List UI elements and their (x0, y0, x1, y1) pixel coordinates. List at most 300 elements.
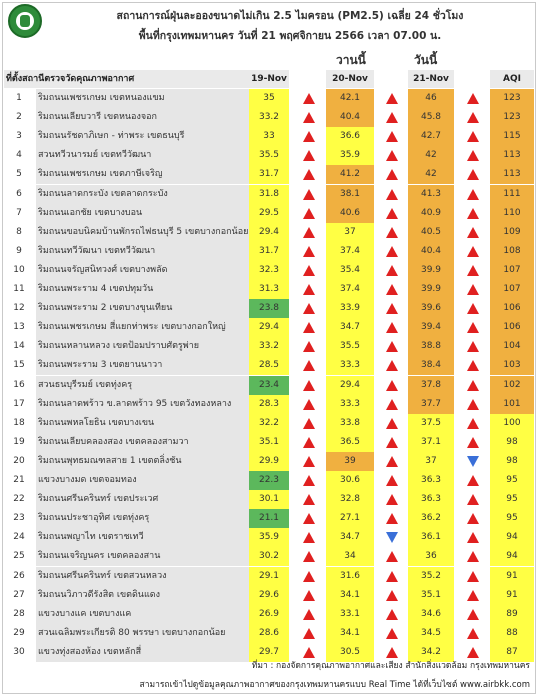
pm25-day1-value: 29.4 (249, 318, 289, 337)
yesterday-label: วานนี้ (336, 53, 366, 67)
station-name: ริมถนนพหลโยธิน เขตบางเขน (38, 417, 155, 428)
aqi-value: 88 (490, 624, 534, 643)
trend-up-icon (386, 590, 398, 601)
trend-down-icon (386, 532, 398, 543)
station-name: แขวงบางแค เขตบางแค (38, 608, 132, 619)
trend-day1 (291, 204, 326, 223)
station-name: ริมถนนศรีนครินทร์ เขตประเวศ (38, 494, 159, 505)
table-row (4, 356, 534, 375)
pm25-day2-value: 40.4 (326, 108, 374, 127)
aqi-value: 110 (490, 204, 534, 223)
aqi-value: 98 (490, 452, 534, 471)
station-name: ริมถนนจรัญสนิทวงศ์ เขตบางพลัด (38, 264, 168, 275)
trend-day2 (376, 89, 408, 108)
pm25-day1-value: 35.5 (249, 146, 289, 165)
trend-up-icon (303, 189, 315, 200)
trend-up-icon (386, 360, 398, 371)
trend-day3 (456, 242, 490, 261)
trend-day1 (291, 337, 326, 356)
row-number: 22 (13, 494, 25, 505)
trend-up-icon (467, 628, 479, 639)
trend-up-icon (303, 551, 315, 562)
table-row (4, 261, 534, 280)
pm25-day2-value: 36.6 (326, 127, 374, 146)
trend-up-icon (467, 475, 479, 486)
trend-up-icon (386, 647, 398, 658)
trend-up-icon (386, 131, 398, 142)
pm25-day1-value: 23.8 (249, 299, 289, 318)
trend-day3 (456, 146, 490, 165)
table-row (4, 490, 534, 509)
trend-up-icon (303, 494, 315, 505)
aqi-value: 115 (490, 127, 534, 146)
trend-day2 (376, 452, 408, 471)
source-note: ที่มา : กองจัดการคุณภาพอากาศและเสียง สำนักสิ่งแวดล้อม กรุงเทพมหานคร (251, 661, 530, 671)
pm25-day3-value: 37.1 (408, 433, 454, 452)
station-name: ริมถนนพระราม 2 เขตบางขุนเทียน (38, 303, 173, 314)
trend-up-icon (303, 169, 315, 180)
table-row (4, 395, 534, 414)
pm25-day3-value: 36.2 (408, 509, 454, 528)
pm25-day1-value: 31.7 (249, 242, 289, 261)
table-row (4, 337, 534, 356)
row-number: 30 (13, 646, 25, 657)
pm25-day1-value: 30.2 (249, 547, 289, 566)
trend-day3 (456, 165, 490, 184)
pm25-day2-value: 34 (326, 547, 374, 566)
pm25-day3-value: 39.4 (408, 318, 454, 337)
trend-day2 (376, 127, 408, 146)
trend-day3 (456, 280, 490, 299)
table-row (4, 165, 534, 184)
aqi-value: 113 (490, 165, 534, 184)
trend-up-icon (386, 189, 398, 200)
trend-up-icon (386, 609, 398, 620)
station-name: ริมถนนพระราม 4 เขตปทุมวัน (38, 284, 154, 294)
trend-day1 (291, 490, 326, 509)
row-number: 5 (16, 169, 22, 180)
trend-day1 (291, 127, 326, 146)
row-number: 13 (13, 322, 25, 333)
trend-day2 (376, 185, 408, 204)
trend-day3 (456, 586, 490, 605)
pm25-day1-value: 35.1 (249, 433, 289, 452)
trend-up-icon (386, 341, 398, 352)
trend-up-icon (386, 322, 398, 333)
trend-up-icon (467, 265, 479, 276)
station-name: ริมถนนเอกชัย เขตบางบอน (38, 207, 143, 218)
trend-up-icon (303, 284, 315, 295)
row-number: 9 (16, 245, 22, 256)
trend-day1 (291, 165, 326, 184)
row-number: 21 (13, 475, 25, 485)
pm25-day3-value: 40.5 (408, 223, 454, 242)
pm25-day1-value: 32.2 (249, 414, 289, 433)
pm25-day3-value: 46 (408, 89, 454, 108)
trend-day1 (291, 108, 326, 127)
pm25-day1-value: 31.3 (249, 280, 289, 299)
pm25-day1-value: 28.6 (249, 624, 289, 643)
trend-day3 (456, 376, 490, 395)
trend-day3 (456, 509, 490, 528)
trend-up-icon (386, 112, 398, 123)
row-number: 6 (16, 188, 22, 199)
trend-day3 (456, 605, 490, 624)
row-number: 18 (13, 417, 25, 428)
trend-day1 (291, 280, 326, 299)
trend-up-icon (467, 208, 479, 219)
row-number: 11 (13, 284, 25, 294)
pm25-day3-value: 34.6 (408, 605, 454, 624)
trend-up-icon (303, 380, 315, 391)
trend-day2 (376, 337, 408, 356)
trend-day3 (456, 490, 490, 509)
row-number: 23 (13, 513, 25, 524)
station-name: ริมถนนหลานหลวง เขตป้อมปราบศัตรูพ่าย (38, 341, 200, 352)
trend-up-icon (386, 513, 398, 524)
station-name: ริมถนนเลียบวารี เขตหนองจอก (38, 112, 157, 123)
trend-up-icon (467, 93, 479, 104)
trend-up-icon (386, 475, 398, 486)
aqi-value: 107 (490, 280, 534, 299)
trend-down-icon (467, 456, 479, 467)
table-row (4, 471, 534, 490)
pm25-day2-value: 34.1 (326, 586, 374, 605)
row-number: 7 (16, 207, 22, 218)
pm25-day2-value: 33.3 (326, 395, 374, 414)
aqi-value: 113 (490, 146, 534, 165)
report-header (0, 0, 538, 70)
row-number: 2 (16, 112, 22, 123)
table-row (4, 624, 534, 643)
pm25-day3-value: 42.7 (408, 127, 454, 146)
trend-up-icon (303, 131, 315, 142)
trend-day1 (291, 414, 326, 433)
trend-day3 (456, 547, 490, 566)
trend-up-icon (467, 322, 479, 333)
trend-up-icon (467, 303, 479, 314)
row-number: 8 (16, 226, 22, 237)
trend-day1 (291, 395, 326, 414)
trend-day2 (376, 108, 408, 127)
trend-up-icon (303, 532, 315, 543)
trend-up-icon (303, 208, 315, 219)
trend-up-icon (467, 246, 479, 257)
trend-up-icon (467, 380, 479, 391)
trend-up-icon (303, 341, 315, 352)
trend-day3 (456, 318, 490, 337)
trend-day1 (291, 299, 326, 318)
trend-day1 (291, 356, 326, 375)
trend-day3 (456, 471, 490, 490)
station-name: ริมถนนเพชรเกษม สี่แยกท่าพระ เขตบางกอกใหญ่ (38, 322, 226, 333)
row-number: 17 (13, 398, 25, 409)
station-name: ริมถนนขอบนิคมบ้านพักรถไฟธนบุรี 5 เขตบางกอกน้อย (38, 226, 249, 237)
pm25-day2-value: 37.4 (326, 280, 374, 299)
pm25-day2-value: 39 (326, 452, 374, 471)
pm25-day1-value: 29.1 (249, 567, 289, 586)
trend-up-icon (467, 532, 479, 543)
station-name: ริมถนนพุทธมณฑลสาย 1 เขตตลิ่งชัน (38, 455, 182, 466)
trend-day3 (456, 204, 490, 223)
trend-up-icon (467, 513, 479, 524)
aqi-value: 103 (490, 356, 534, 375)
column-header-day2: 20-Nov (326, 70, 374, 88)
pm25-day3-value: 36.3 (408, 471, 454, 490)
trend-up-icon (467, 399, 479, 410)
aqi-value: 91 (490, 586, 534, 605)
trend-day2 (376, 395, 408, 414)
row-number: 3 (16, 131, 22, 142)
trend-day2 (376, 414, 408, 433)
pm25-day2-value: 42.1 (326, 89, 374, 108)
trend-day1 (291, 586, 326, 605)
trend-up-icon (386, 571, 398, 582)
trend-day2 (376, 586, 408, 605)
pm25-day2-value: 30.5 (326, 643, 374, 662)
trend-day3 (456, 337, 490, 356)
pm25-day3-value: 42 (408, 165, 454, 184)
pm25-day3-value: 41.3 (408, 185, 454, 204)
trend-day2 (376, 605, 408, 624)
trend-up-icon (386, 628, 398, 639)
trend-day1 (291, 509, 326, 528)
table-row (4, 376, 534, 395)
pm25-day2-value: 31.6 (326, 567, 374, 586)
trend-day2 (376, 318, 408, 337)
pm25-day1-value: 29.9 (249, 452, 289, 471)
trend-day2 (376, 509, 408, 528)
aqi-value: 94 (490, 547, 534, 566)
pm25-day2-value: 29.4 (326, 376, 374, 395)
trend-up-icon (303, 246, 315, 257)
aqi-value: 101 (490, 395, 534, 414)
trend-up-icon (386, 169, 398, 180)
row-number: 20 (13, 455, 25, 466)
station-name: ริมถนนพญาไท เขตราชเทวี (38, 532, 144, 543)
trend-day1 (291, 185, 326, 204)
aqi-value: 95 (490, 490, 534, 509)
trend-up-icon (386, 150, 398, 161)
trend-up-icon (467, 551, 479, 562)
pm25-day2-value: 36.5 (326, 433, 374, 452)
trend-up-icon (467, 494, 479, 505)
trend-day2 (376, 261, 408, 280)
table-row (4, 528, 534, 547)
table-row (4, 108, 534, 127)
trend-up-icon (303, 456, 315, 467)
trend-day1 (291, 223, 326, 242)
aqi-value: 123 (490, 108, 534, 127)
trend-up-icon (467, 227, 479, 238)
row-number: 26 (13, 570, 25, 581)
aqi-value: 111 (490, 185, 534, 204)
aqi-value: 89 (490, 605, 534, 624)
pm25-day1-value: 33.2 (249, 108, 289, 127)
trend-up-icon (386, 380, 398, 391)
trend-up-icon (467, 131, 479, 142)
station-name: ริมถนนลาดกระบัง เขตลาดกระบัง (38, 188, 168, 199)
table-row (4, 433, 534, 452)
trend-day3 (456, 223, 490, 242)
aqi-value: 94 (490, 528, 534, 547)
table-row (4, 242, 534, 261)
trend-up-icon (386, 284, 398, 295)
table-row (4, 280, 534, 299)
pm25-day3-value: 40.4 (408, 242, 454, 261)
trend-day1 (291, 242, 326, 261)
trend-day3 (456, 108, 490, 127)
pm25-day2-value: 34.1 (326, 624, 374, 643)
trend-day1 (291, 567, 326, 586)
trend-up-icon (467, 609, 479, 620)
row-number: 28 (13, 608, 25, 619)
station-name: ริมถนนเจริญนคร เขตคลองสาน (38, 551, 161, 562)
trend-up-icon (467, 590, 479, 601)
trend-up-icon (467, 169, 479, 180)
pm25-day1-value: 35 (249, 89, 289, 108)
trend-up-icon (303, 475, 315, 486)
aqi-value: 107 (490, 261, 534, 280)
station-name: ริมถนนลาดพร้าว ข.ลาดพร้าว 95 เขตวังทองหลาง (38, 398, 232, 409)
pm25-day1-value: 26.9 (249, 605, 289, 624)
table-row (4, 414, 534, 433)
row-number: 29 (13, 627, 25, 638)
table-row (4, 299, 534, 318)
row-number: 12 (13, 303, 25, 314)
trend-day3 (456, 433, 490, 452)
trend-day1 (291, 146, 326, 165)
pm25-day3-value: 37 (408, 452, 454, 471)
pm25-day1-value: 29.4 (249, 223, 289, 242)
trend-up-icon (467, 571, 479, 582)
pm25-day2-value: 35.4 (326, 261, 374, 280)
trend-day2 (376, 490, 408, 509)
station-name: ริมถนนเพชรเกษม เขตหนองแขม (38, 93, 165, 103)
column-header-day1: 19-Nov (249, 70, 289, 88)
pm25-day2-value: 34.7 (326, 318, 374, 337)
station-name: ริมถนนพระราม 3 เขตยานนาวา (38, 360, 163, 371)
trend-up-icon (467, 418, 479, 429)
realtime-note: สามารถเข้าไปดูข้อมูลคุณภาพอากาศของกรุงเทพมหานครแบบ Real Time ได้ที่เว็บไซต์ www.airbkk.com (139, 680, 530, 690)
pm25-day3-value: 45.8 (408, 108, 454, 127)
trend-day1 (291, 452, 326, 471)
trend-up-icon (386, 494, 398, 505)
pm25-day3-value: 35.2 (408, 567, 454, 586)
trend-up-icon (386, 227, 398, 238)
pm25-day3-value: 34.2 (408, 643, 454, 662)
row-number: 1 (16, 93, 22, 103)
trend-up-icon (303, 227, 315, 238)
trend-day2 (376, 165, 408, 184)
aqi-value: 91 (490, 567, 534, 586)
logo-core (20, 15, 30, 27)
pm25-day3-value: 36.1 (408, 528, 454, 547)
trend-up-icon (303, 590, 315, 601)
bma-logo-icon (8, 4, 42, 38)
trend-day2 (376, 528, 408, 547)
station-name: ริมถนนรัชดาภิเษก - ท่าพระ เขตธนบุรี (38, 131, 185, 142)
station-name: สวนเฉลิมพระเกียรติ 80 พรรษา เขตบางกอกน้อย (38, 627, 226, 638)
row-number: 10 (13, 264, 25, 275)
aqi-value: 123 (490, 89, 534, 108)
trend-day3 (456, 185, 490, 204)
trend-day1 (291, 376, 326, 395)
trend-day1 (291, 433, 326, 452)
aqi-value: 95 (490, 471, 534, 490)
trend-day2 (376, 376, 408, 395)
row-number: 27 (13, 589, 25, 600)
pm25-day1-value: 32.3 (249, 261, 289, 280)
trend-up-icon (386, 456, 398, 467)
pm25-day1-value: 33.2 (249, 337, 289, 356)
aqi-value: 106 (490, 318, 534, 337)
station-name: แขวงบางมด เขตจอมทอง (38, 475, 137, 485)
today-label: วันนี้ (414, 53, 438, 67)
trend-day2 (376, 280, 408, 299)
pm25-day2-value: 35.5 (326, 337, 374, 356)
row-number: 16 (13, 379, 25, 390)
station-name: สวนธนบุรีรมย์ เขตทุ่งครุ (38, 379, 133, 390)
trend-day3 (456, 528, 490, 547)
trend-up-icon (386, 399, 398, 410)
pm25-day3-value: 38.4 (408, 356, 454, 375)
pm25-day1-value: 35.9 (249, 528, 289, 547)
station-name: แขวงทุ่งสองห้อง เขตหลักสี่ (38, 646, 142, 657)
pm25-day3-value: 37.8 (408, 376, 454, 395)
pm25-day3-value: 35.1 (408, 586, 454, 605)
table-row (4, 89, 534, 108)
table-row (4, 204, 534, 223)
trend-up-icon (303, 150, 315, 161)
table-row (4, 127, 534, 146)
aqi-value: 106 (490, 299, 534, 318)
station-name: ริมถนนทวีวัฒนา เขตทวีวัฒนา (38, 245, 156, 256)
trend-up-icon (303, 418, 315, 429)
aqi-value: 98 (490, 433, 534, 452)
pm25-day3-value: 39.6 (408, 299, 454, 318)
trend-up-icon (303, 647, 315, 658)
trend-up-icon (303, 265, 315, 276)
station-name: ริมถนนประชาอุทิศ เขตทุ่งครุ (38, 513, 150, 524)
trend-day2 (376, 223, 408, 242)
pm25-day3-value: 37.7 (408, 395, 454, 414)
pm25-day1-value: 29.6 (249, 586, 289, 605)
trend-up-icon (386, 265, 398, 276)
trend-up-icon (467, 284, 479, 295)
trend-day3 (456, 395, 490, 414)
pm25-day1-value: 29.7 (249, 643, 289, 662)
report-subtitle: พื้นที่กรุงเทพมหานคร วันที่ 21 พฤศจิกายน 2566 เวลา 07.00 น. (138, 30, 442, 42)
aqi-value: 109 (490, 223, 534, 242)
trend-day1 (291, 471, 326, 490)
trend-up-icon (467, 647, 479, 658)
trend-up-icon (303, 628, 315, 639)
trend-up-icon (303, 303, 315, 314)
table-row (4, 318, 534, 337)
trend-day3 (456, 89, 490, 108)
trend-up-icon (386, 246, 398, 257)
trend-day3 (456, 452, 490, 471)
trend-day2 (376, 567, 408, 586)
trend-day1 (291, 547, 326, 566)
trend-day1 (291, 605, 326, 624)
aqi-value: 108 (490, 242, 534, 261)
trend-up-icon (303, 93, 315, 104)
trend-up-icon (386, 93, 398, 104)
table-row (4, 452, 534, 471)
pm25-day1-value: 22.3 (249, 471, 289, 490)
